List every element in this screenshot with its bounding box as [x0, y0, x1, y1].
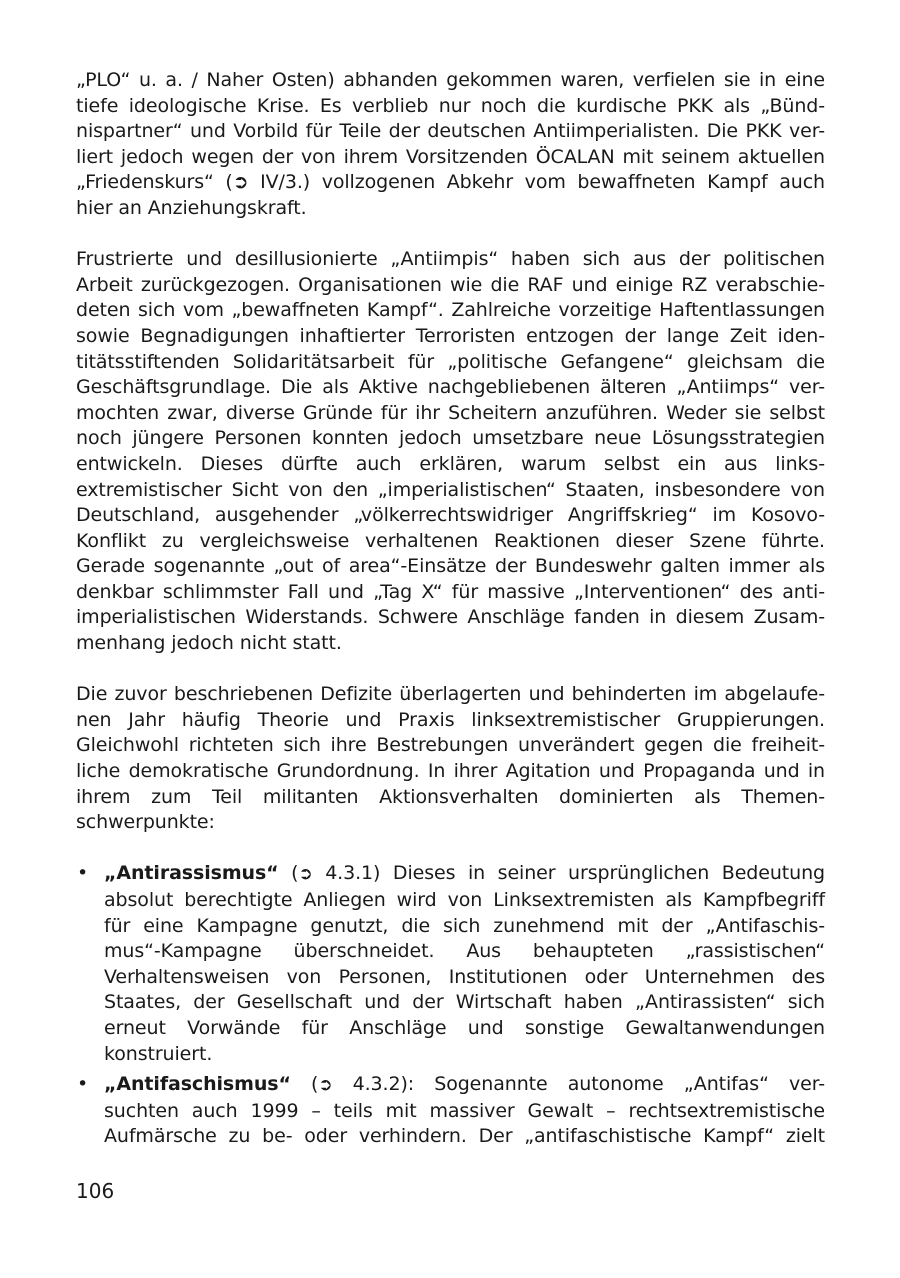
text-line: sowie Begnadigungen inhaftierter Terroristen entzogen der lange Zeit iden-	[76, 324, 825, 347]
bullet-list	[76, 861, 825, 1150]
text-line: Gleichwohl richteten sich ihre Bestrebungen unverändert gegen die freiheit-	[76, 734, 825, 757]
list-item-first-line	[104, 861, 825, 888]
text-line: suchten auch 1999 – teils mit massiver Gewalt – rechtsextremistische	[104, 1099, 825, 1122]
paragraph-1	[76, 68, 825, 222]
list-item-term: „Antirassismus“	[104, 862, 279, 885]
text-line: für eine Kampagne genutzt, die sich zunehmend mit der „Antifaschis-	[104, 914, 825, 937]
list-item-antifaschismus	[76, 1072, 825, 1150]
text-line: extremistischer Sicht von den „imperialistischen“ Staaten, insbesondere von	[76, 478, 825, 501]
text-line: mochten zwar, diverse Gründe für ihr Scheitern anzuführen. Weder sie selbst	[76, 401, 825, 424]
text-line: Frustrierte und desillusionierte „Antiimpis“ haben sich aus der politischen	[76, 248, 825, 271]
arrow-right-icon: ➲	[318, 1075, 333, 1096]
paragraph-3	[76, 682, 825, 836]
list-item-antirassismus	[76, 861, 825, 1067]
text-line: ihrem zum Teil militanten Aktionsverhalten dominierten als Themen-	[76, 785, 825, 808]
text-line: „PLO“ u. a. / Naher Osten) abhanden gekommen waren, verfielen sie in eine	[76, 69, 825, 91]
text-line: hier an Anziehungskraft.	[76, 196, 307, 219]
text-line: titätsstiftenden Solidaritätsarbeit für „politische Gefangene“ gleichsam die	[76, 350, 825, 373]
text-line: Konflikt zu vergleichsweise verhaltenen Reaktionen dieser Szene führte.	[76, 529, 825, 552]
text-line: Arbeit zurückgezogen. Organisationen wie die RAF und einige RZ verabschie-	[76, 273, 825, 296]
text-line: noch jüngere Personen konnten jedoch umsetzbare neue Lösungsstrategien	[76, 427, 825, 450]
text-line: liert jedoch wegen der von ihrem Vorsitzenden ÖCALAN mit seinem aktuellen	[76, 145, 825, 168]
text-line: nen Jahr häufig Theorie und Praxis linksextremistischer Gruppierungen.	[76, 708, 825, 731]
text-line: deten sich vom „bewaffneten Kampf“. Zahlreiche vorzeitige Haftentlassungen	[76, 299, 825, 322]
reference-text: 4.3.1) Dieses in seiner ursprünglichen Bedeutung	[312, 862, 825, 885]
text-line: schwerpunkte:	[76, 811, 215, 834]
text-line: imperialistischen Widerstands. Schwere Anschläge fanden in diesem Zusam-	[76, 606, 825, 629]
text-line: Die zuvor beschriebenen Defizite überlagerten und behinderten im abgelaufe-	[76, 683, 825, 706]
text-line: nispartner“ und Vorbild für Teile der deutschen Antiimperialisten. Die PKK ver-	[76, 120, 825, 143]
text-line: entwickeln. Dieses dürfte auch erklären, warum selbst ein aus links-	[76, 452, 825, 475]
arrow-right-icon: ➲	[298, 864, 313, 885]
reference-text: 4.3.2): Sogenannte autonome „Antifas“ ver-	[332, 1073, 825, 1096]
text-line: liche demokratische Grundordnung. In ihrer Agitation und Propaganda und in	[76, 760, 825, 783]
list-item-first-line	[104, 1072, 825, 1099]
ref-open: (	[290, 1073, 319, 1096]
text-line: Verhaltensweisen von Personen, Institutionen oder Unternehmen des	[104, 965, 825, 988]
text-line: Deutschland, ausgehender „völkerrechtswidriger Angriffskrieg“ im Kosovo-	[76, 504, 825, 527]
text-line: Aufmärsche zu be- oder verhindern. Der „antifaschistische Kampf“ zielt	[104, 1125, 825, 1148]
text-line: absolut berechtigte Anliegen wird von Linksextremisten als Kampfbegriff	[104, 889, 825, 911]
text-line: Gerade sogenannte „out of area“-Einsätze der Bundeswehr galten immer als	[76, 555, 825, 578]
text-line: Geschäftsgrundlage. Die als Aktive nachgebliebenen älteren „Antiimps“ ver-	[76, 376, 825, 399]
text-line: erneut Vorwände für Anschläge und sonstige Gewaltanwendungen	[104, 1016, 825, 1039]
text-line: „Friedenskurs“ (➲ IV/3.) vollzogenen Abkehr vom bewaffneten Kampf auch	[76, 171, 825, 194]
text-line: tiefe ideologische Krise. Es verblieb nur noch die kurdische PKK als „Bünd-	[76, 94, 825, 117]
text-line: mus“-Kampagne überschneidet. Aus behaupteten „rassistischen“	[104, 940, 825, 963]
page-number: 106	[76, 1179, 115, 1203]
text-line: Staates, der Gesellschaft und der Wirtschaft haben „Antirassisten“ sich	[104, 991, 825, 1014]
ref-open: (	[278, 862, 299, 885]
text-line: konstruiert.	[104, 1042, 213, 1065]
bullet-icon: •	[77, 862, 89, 885]
text-line: menhang jedoch nicht statt.	[76, 632, 342, 655]
paragraph-2	[76, 247, 825, 657]
text-line: denkbar schlimmster Fall und „Tag X“ für massive „Interventionen“ des anti-	[76, 580, 825, 603]
bullet-icon: •	[77, 1073, 89, 1096]
list-item-term: „Antifaschismus“	[104, 1073, 291, 1096]
